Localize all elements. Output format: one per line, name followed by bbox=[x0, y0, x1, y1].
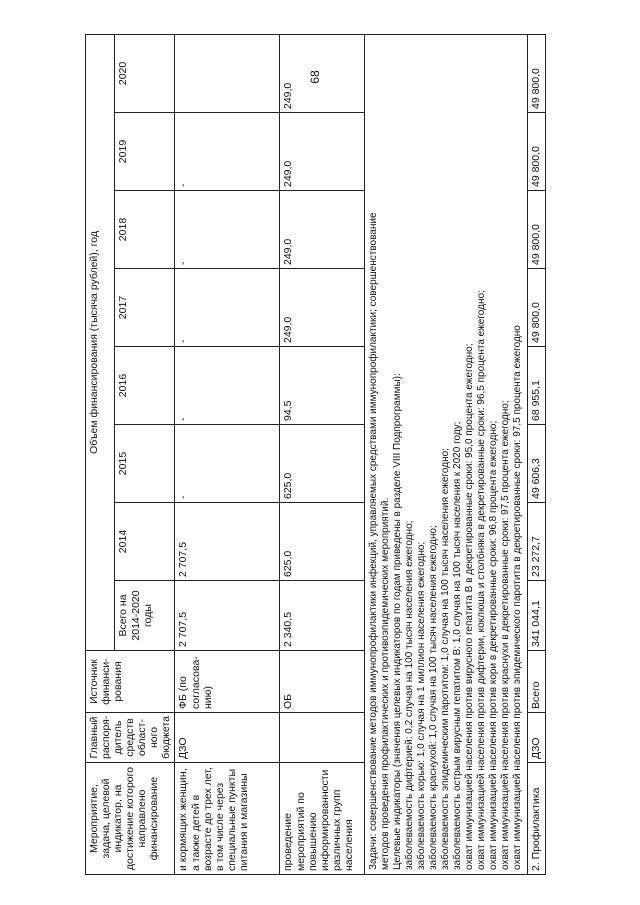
task-line: охват иммунизацией населения против кори в декретированные сроки: 96,8 процента ежегодно; bbox=[488, 420, 500, 870]
row-value: - bbox=[175, 425, 280, 503]
task-line: заболеваемость эпидемическим паротитом: 1,0 случая на 100 тысяч населения ежегодно; bbox=[440, 448, 452, 870]
row-value: 49 800,0 bbox=[528, 34, 545, 112]
task-line: охват иммунизацией населения против эпидемического паротита в декретированные сроки: 97,5 процента ежегодно bbox=[512, 325, 524, 870]
header-year: 2016 bbox=[115, 347, 175, 425]
row-value: 249,0 bbox=[280, 113, 365, 191]
header-year: 2020 bbox=[115, 34, 175, 112]
task-line: заболеваемость острым вирусным гепатитом В: 1,0 случая на 100 тысяч населения к 2020 году; bbox=[452, 421, 464, 870]
task-line: Задачи: совершенствование методов иммунопрофилактики инфекций, управляемых средствами иммунопрофилактики; совершенствование bbox=[368, 212, 380, 870]
task-line: заболеваемость дифтерией: 0,2 случая на 100 тысяч населения ежегодно; bbox=[404, 520, 416, 870]
row-value: 49 800,0 bbox=[528, 113, 545, 191]
row-source: ОБ bbox=[280, 651, 365, 713]
task-row bbox=[365, 34, 528, 874]
row-manager: ДЗО bbox=[175, 713, 280, 763]
row-value: - bbox=[175, 347, 280, 425]
header-year: 2017 bbox=[115, 269, 175, 347]
header-year: 2015 bbox=[115, 425, 175, 503]
row-value: 249,0 bbox=[280, 269, 365, 347]
header-year: 2019 bbox=[115, 113, 175, 191]
table-row-last bbox=[528, 34, 545, 874]
row-value: 2 707,5 bbox=[175, 503, 280, 581]
task-line: методов проведения профилактических и противоэпидемических мероприятий. bbox=[380, 497, 392, 870]
row-value: 625,0 bbox=[280, 503, 365, 581]
row-value: 94,5 bbox=[280, 347, 365, 425]
row-event: 2. Профилактика bbox=[528, 763, 545, 875]
row-source: Всего bbox=[528, 651, 545, 713]
task-line: охват иммунизацией населения против вирусного гепатита В в декретированные сроки: 95,0 процента ежегодно; bbox=[464, 343, 476, 870]
header-event: Мероприятие, задача, целевой индикатор, на достижение которого направлено финансирование bbox=[86, 763, 175, 875]
header-total: Всего на 2014-2020 годы bbox=[115, 581, 175, 651]
row-value: - bbox=[175, 191, 280, 269]
row-value: 49 800,0 bbox=[528, 191, 545, 269]
task-line: охват иммунизацией населения против краснухи в декретированные сроки: 97,5 процента ежегодно; bbox=[500, 400, 512, 870]
row-value: 68 955,1 bbox=[528, 347, 545, 425]
task-line: Целевые индикаторы (значения целевых индикаторов по годам приведены в разделе VIII Подпрограммы): bbox=[392, 373, 404, 870]
header-year: 2014 bbox=[115, 503, 175, 581]
row-value: 23 272,7 bbox=[528, 503, 545, 581]
header-row-1 bbox=[86, 34, 115, 874]
row-value: 49 606,3 bbox=[528, 425, 545, 503]
header-source: Источник финанси-рования bbox=[86, 651, 175, 713]
task-line: охват иммунизацией населения против дифтерии, коклюша и столбняка в декретированные сроки: 96,5 процента ежегодно; bbox=[476, 290, 488, 870]
task-cell bbox=[365, 34, 528, 874]
row-value: - bbox=[175, 113, 280, 191]
row-value: 249,0 bbox=[280, 34, 365, 112]
header-manager: Главный распоря-дитель средств област-ного бюджета bbox=[86, 713, 175, 763]
row-manager: ДЗО bbox=[528, 713, 545, 763]
row-value: - bbox=[175, 269, 280, 347]
table-row bbox=[175, 34, 280, 874]
row-total: 2 340,5 bbox=[280, 581, 365, 651]
row-source: ФБ (по согласова-нию) bbox=[175, 651, 280, 713]
row-value: 249,0 bbox=[280, 191, 365, 269]
header-year: 2018 bbox=[115, 191, 175, 269]
row-total: 2 707,5 bbox=[175, 581, 280, 651]
row-total: 341 044,1 bbox=[528, 581, 545, 651]
row-manager bbox=[280, 713, 365, 763]
row-value: 625,0 bbox=[280, 425, 365, 503]
row-event: проведение мероприятий по повышению информированности различных групп населения bbox=[280, 763, 365, 875]
rotated-table-container bbox=[85, 35, 575, 875]
row-value bbox=[175, 34, 280, 112]
task-line: заболеваемость краснухой: 1,0 случая на 100 тысяч населения ежегодно; bbox=[428, 525, 440, 870]
row-value: 49 800,0 bbox=[528, 269, 545, 347]
task-line: заболеваемость корью: 1,0 случая на 1 миллион населения ежегодно; bbox=[416, 541, 428, 870]
row-event: и кормящих женщин, а также детей в возрасте до трех лет, в том числе через специальные пункты питания и магазины bbox=[175, 763, 280, 875]
table-row bbox=[280, 34, 365, 874]
header-volume: Объем финансирования (тысяча рублей), год bbox=[86, 34, 115, 650]
page-number: 68 bbox=[308, 70, 322, 84]
financing-table bbox=[85, 34, 546, 875]
